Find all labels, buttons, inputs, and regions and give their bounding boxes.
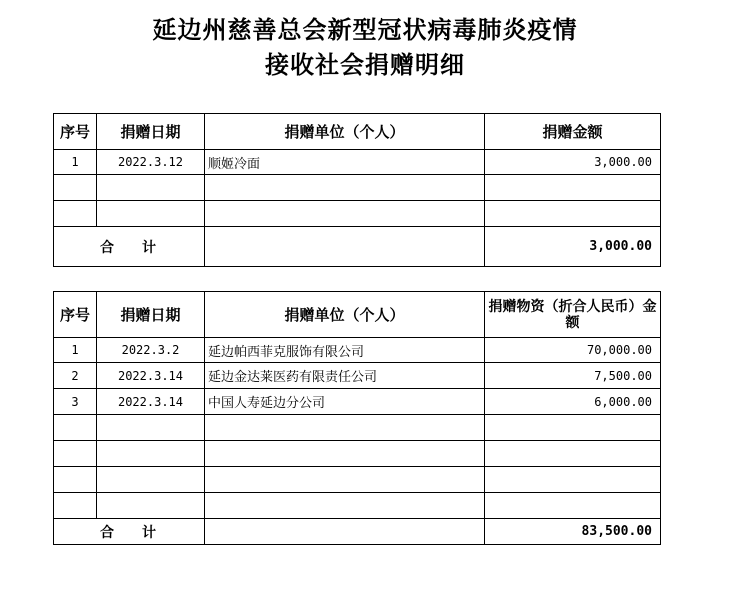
cell-unit: 顺姬冷面 — [205, 150, 485, 175]
cell-unit — [205, 415, 485, 441]
cell-amount — [485, 175, 661, 201]
cell-seq: 3 — [54, 389, 97, 415]
table-row — [54, 175, 661, 201]
cell-unit: 延边金达莱医药有限责任公司 — [205, 363, 485, 389]
cell-unit — [205, 175, 485, 201]
table-row — [54, 441, 661, 467]
table-row — [54, 467, 661, 493]
cell-amount: 70,000.00 — [485, 338, 661, 363]
cell-amount — [485, 415, 661, 441]
cell-date — [97, 415, 205, 441]
table-row — [54, 201, 661, 227]
cell-amount: 3,000.00 — [485, 150, 661, 175]
table-header-row — [54, 292, 661, 338]
total-amount: 83,500.00 — [485, 519, 661, 545]
cell-seq — [54, 415, 97, 441]
header-date: 捐赠日期 — [97, 292, 205, 338]
table-row — [54, 338, 661, 363]
cell-seq: 2 — [54, 363, 97, 389]
cell-unit — [205, 519, 485, 545]
total-label: 合 计 — [54, 519, 205, 545]
cell-date: 2022.3.14 — [97, 363, 205, 389]
total-label: 合 计 — [54, 227, 205, 267]
cell-unit — [205, 227, 485, 267]
total-amount: 3,000.00 — [485, 227, 661, 267]
cell-seq: 1 — [54, 150, 97, 175]
header-amount: 捐赠物资（折合人民币）金额 — [485, 292, 661, 338]
table-row — [54, 493, 661, 519]
cell-unit — [205, 467, 485, 493]
cell-unit: 延边帕西菲克服饰有限公司 — [205, 338, 485, 363]
header-unit: 捐赠单位（个人） — [205, 114, 485, 150]
cell-seq — [54, 201, 97, 227]
cell-date — [97, 201, 205, 227]
cell-seq — [54, 493, 97, 519]
document-title-line2: 接收社会捐赠明细 — [265, 51, 465, 79]
cell-amount: 7,500.00 — [485, 363, 661, 389]
cell-date — [97, 493, 205, 519]
total-row — [54, 227, 661, 267]
cell-date — [97, 441, 205, 467]
cell-seq — [54, 175, 97, 201]
cash-donation-table — [53, 113, 661, 267]
cell-unit — [205, 201, 485, 227]
material-donation-table — [53, 291, 661, 545]
total-row — [54, 519, 661, 545]
cell-date: 2022.3.2 — [97, 338, 205, 363]
cell-seq — [54, 441, 97, 467]
header-unit: 捐赠单位（个人） — [205, 292, 485, 338]
header-seq: 序号 — [54, 292, 97, 338]
table-row — [54, 150, 661, 175]
cell-date — [97, 175, 205, 201]
header-date: 捐赠日期 — [97, 114, 205, 150]
document-title-line1: 延边州慈善总会新型冠状病毒肺炎疫情 — [152, 16, 578, 44]
table-row — [54, 389, 661, 415]
cell-unit: 中国人寿延边分公司 — [205, 389, 485, 415]
cell-amount — [485, 201, 661, 227]
cell-amount — [485, 467, 661, 493]
table-row — [54, 415, 661, 441]
cell-unit — [205, 441, 485, 467]
table-row — [54, 363, 661, 389]
cell-date — [97, 467, 205, 493]
cell-unit — [205, 493, 485, 519]
cell-amount — [485, 493, 661, 519]
cell-seq: 1 — [54, 338, 97, 363]
table-header-row — [54, 114, 661, 150]
cell-seq — [54, 467, 97, 493]
cell-date: 2022.3.12 — [97, 150, 205, 175]
header-amount: 捐赠金额 — [485, 114, 661, 150]
cell-date: 2022.3.14 — [97, 389, 205, 415]
header-seq: 序号 — [54, 114, 97, 150]
cell-amount: 6,000.00 — [485, 389, 661, 415]
cell-amount — [485, 441, 661, 467]
